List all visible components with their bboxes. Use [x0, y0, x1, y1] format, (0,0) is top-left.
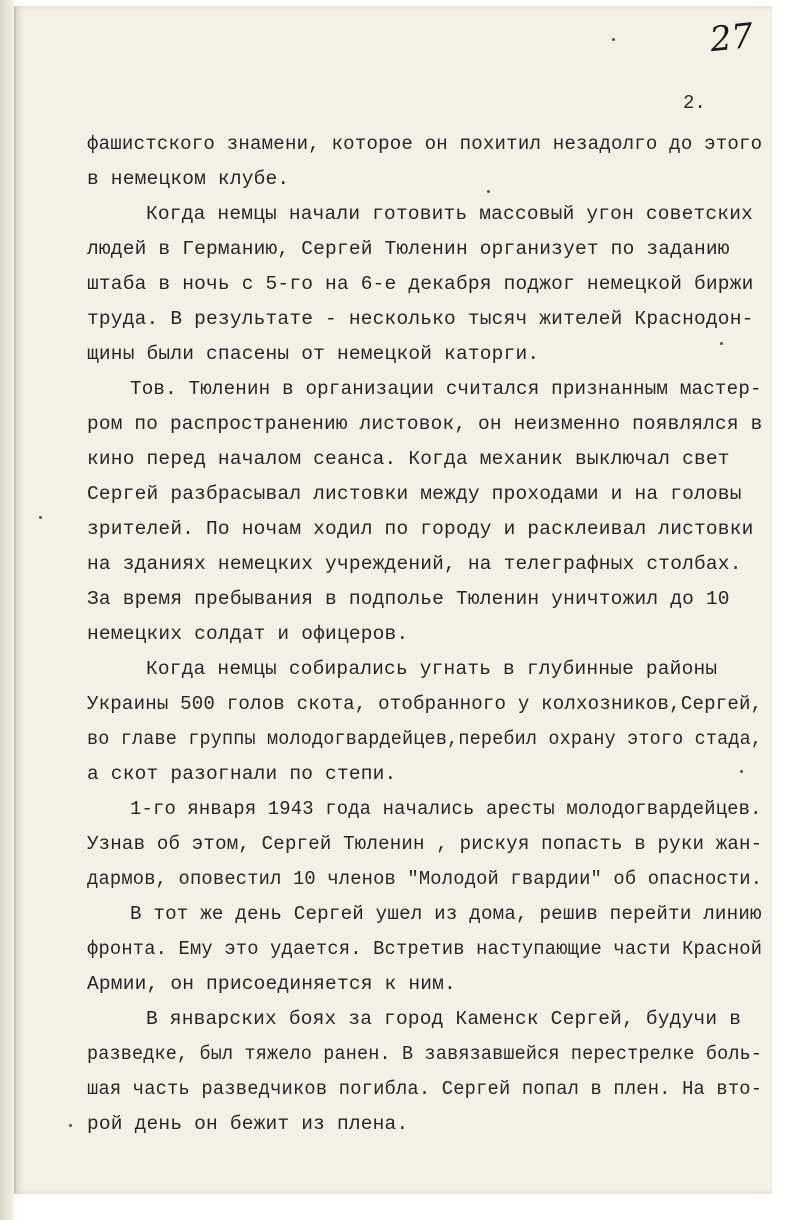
page-bottom-margin: [14, 1194, 774, 1220]
paper-speck: [487, 190, 490, 193]
text-line: ром по распространению листовок, он неизменно появлялся в: [87, 413, 763, 435]
text-line: кино перед началом сеанса. Когда механик выключал свет: [87, 448, 730, 470]
text-line: зрителей. По ночам ходил по городу и расклеивал листовки: [87, 518, 754, 540]
text-line: людей в Германию, Сергей Тюленин организует по заданию: [87, 238, 730, 260]
text-line: рой день он бежит из плена.: [87, 1113, 409, 1135]
text-line: В январских боях за город Каменск Сергей, будучи в: [146, 1008, 742, 1030]
archive-folio-mark: 27: [708, 15, 756, 61]
text-line: а скот разогнали по степи.: [87, 763, 397, 785]
paper-speck: [720, 342, 723, 345]
binding-shadow: [0, 0, 14, 1220]
page-number: 2.: [683, 92, 706, 114]
paper-speck: [69, 1124, 72, 1127]
text-line: на зданиях немецких учреждений, на телеграфных столбах.: [87, 553, 742, 575]
text-line: Когда немцы начали готовить массовый угон советских: [146, 203, 753, 225]
paper-speck: [612, 38, 615, 41]
text-line: Когда немцы собирались угнать в глубинные районы: [146, 658, 718, 680]
text-line: Украины 500 голов скота, отобранного у колхозников,Сергей,: [87, 693, 763, 715]
text-line: щины были спасены от немецкой каторги.: [87, 343, 540, 365]
text-line: труда. В результате - несколько тысяч жителей Краснодон-: [87, 308, 754, 330]
text-line: фашистского знамени, которое он похитил незадолго до этого: [87, 133, 763, 155]
text-line: Тов. Тюленин в организации считался признанным мастер-: [130, 378, 762, 400]
text-line: Узнав об этом, Сергей Тюленин , рискуя попасть в руки жан-: [87, 833, 763, 855]
text-line: во главе группы молодогвардейцев,перебил охрану этого стада,: [87, 728, 763, 750]
text-line: фронта. Ему это удается. Встретив наступающие части Красной: [87, 938, 763, 960]
paper-speck: [740, 770, 743, 773]
text-line: немецких солдат и офицеров.: [87, 623, 409, 645]
text-line: штаба в ночь с 5-го на 6-е декабря поджог немецкой биржи: [87, 273, 754, 295]
text-line: шая часть разведчиков погибла. Сергей попал в плен. На вто-: [87, 1078, 763, 1100]
text-line: 1-го января 1943 года начались аресты молодогвардейцев.: [130, 798, 762, 820]
text-line: В тот же день Сергей ушел из дома, решив перейти линию: [130, 903, 762, 925]
text-line: в немецком клубе.: [87, 168, 290, 190]
text-line: Сергей разбрасывал листовки между проходами и на головы: [87, 483, 742, 505]
text-line: разведке, был тяжело ранен. В завязавшейся перестрелке боль-: [87, 1043, 763, 1065]
text-line: За время пребывания в подполье Тюленин уничтожил до 10: [87, 588, 730, 610]
text-line: дармов, оповестил 10 членов "Молодой гвардии" об опасности.: [87, 868, 763, 890]
text-line: Армии, он присоединяется к ним.: [87, 973, 456, 995]
paper-speck: [39, 516, 42, 519]
